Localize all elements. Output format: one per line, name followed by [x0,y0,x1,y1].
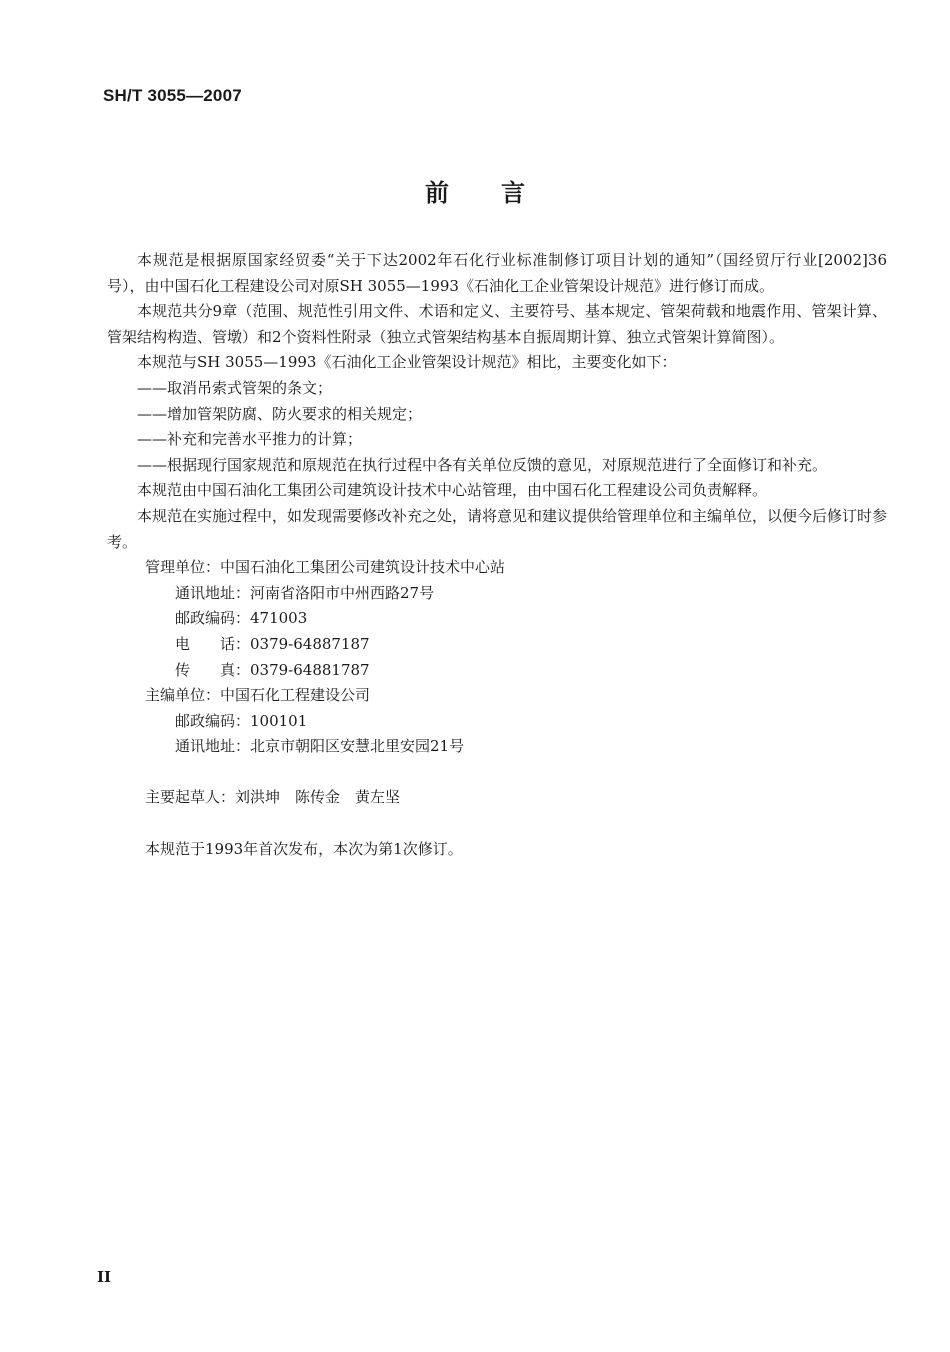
change-item: ——取消吊索式管架的条文； [137,378,333,397]
change-item: ——补充和完善水平推力的计算； [137,430,363,449]
editor-unit: 主编单位：中国石化工程建设公司 [145,686,371,705]
paragraph-feedback: 本规范在实施过程中，如发现需要修改补充之处，请将意见和建议提供给管理单位和主编单位，以便今后修订时参考。 [107,506,888,551]
page-number: II [97,1268,112,1286]
release-note: 本规范于1993年首次发布，本次为第1次修订。 [145,839,463,858]
change-item: ——根据现行国家规范和原规范在执行过程中各有关单位反馈的意见，对原规范进行了全面修订和补充。 [137,455,828,474]
change-item: ——增加管架防腐、防火要求的相关规定； [137,404,423,423]
paragraph-changes-intro: 本规范与SH 3055—1993《石油化工企业管架设计规范》相比，主要变化如下： [137,353,677,372]
management-unit: 管理单位：中国石油化工集团公司建筑设计技术中心站 [145,558,506,577]
paragraph-basis: 本规范是根据原国家经贸委“关于下达2002年石化行业标准制修订项目计划的通知”（国经贸厅行业[2002]36号），由中国石化工程建设公司对原SH 3055—1993《石油化工企业管架设计规范》进行修订而成。 [107,251,887,295]
management-phone: 电 话：0379-64887187 [175,634,370,653]
paragraph-structure: 本规范共分9章（范围、规范性引用文件、术语和定义、主要符号、基本规定、管架荷载和地震作用、管架计算、管架结构构造、管墩）和2个资料性附录（独立式管架结构基本自振周期计算、独立式管架计算简图）。 [107,302,887,346]
preface-body [107,248,887,862]
drafters: 主要起草人：刘洪坤 陈传金 黄左坚 [145,788,401,807]
editor-address: 通讯地址：北京市朝阳区安慧北里安园21号 [175,737,465,756]
paragraph-management: 本规范由中国石油化工集团公司建筑设计技术中心站管理，由中国石化工程建设公司负责解释。 [137,481,768,500]
spacer [107,760,887,786]
management-address: 通讯地址：河南省洛阳市中州西路27号 [175,583,435,602]
spacer [107,811,887,837]
page-title: 前言 [425,179,577,207]
management-fax: 传 真：0379-64881787 [175,660,370,679]
editor-postcode: 邮政编码：100101 [175,711,308,730]
standard-code: SH/T 3055—2007 [103,86,242,105]
management-postcode: 邮政编码：471003 [175,609,308,628]
